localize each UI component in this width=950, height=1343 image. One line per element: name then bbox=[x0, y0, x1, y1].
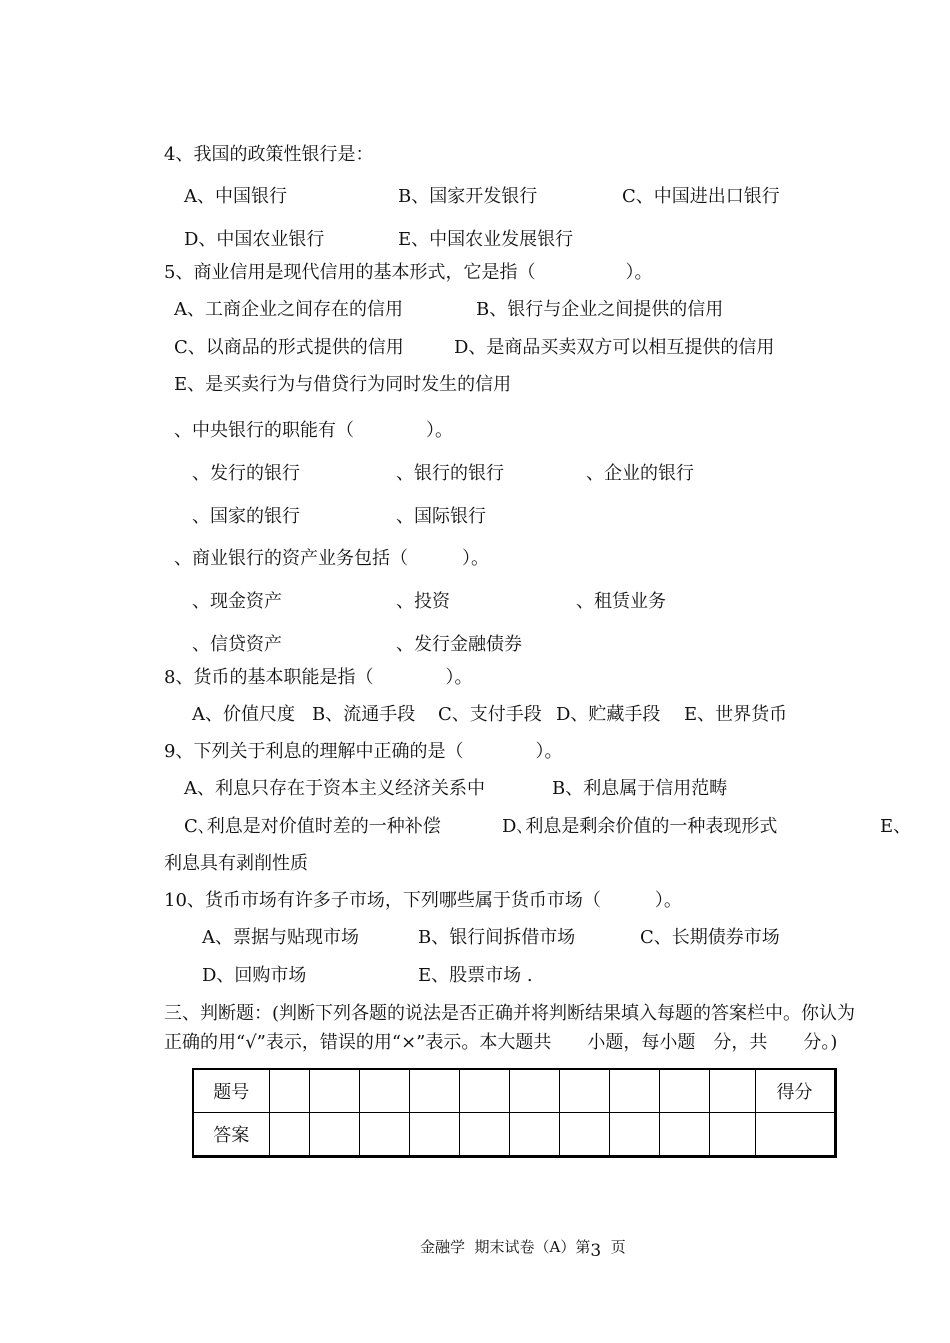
answer-cell[interactable] bbox=[269, 1113, 309, 1157]
q7-option-c: 、租赁业务 bbox=[576, 591, 666, 612]
question-number-cell[interactable] bbox=[459, 1069, 509, 1113]
answer-cell[interactable] bbox=[459, 1113, 509, 1157]
q10-option-a: A、票据与贴现市场 bbox=[202, 927, 359, 948]
q6-stem: 、中央银行的职能有（ ）。 bbox=[174, 420, 453, 441]
q4-option-a: A、中国银行 bbox=[184, 186, 287, 207]
q5-option-e: E、是买卖行为与借贷行为同时发生的信用 bbox=[174, 374, 512, 395]
q8-stem: 8、货币的基本职能是指（ ）。 bbox=[164, 667, 473, 688]
q8-option-d: D、贮藏手段 bbox=[556, 704, 661, 725]
q6-option-e: 、国际银行 bbox=[396, 506, 486, 527]
question-number-cell[interactable] bbox=[509, 1069, 559, 1113]
q7-option-b: 、投资 bbox=[396, 591, 450, 612]
q7-stem: 、商业银行的资产业务包括（ ）。 bbox=[174, 548, 489, 569]
q7-option-a: 、现金资产 bbox=[192, 591, 282, 612]
q4-stem: 4、我国的政策性银行是： bbox=[164, 144, 374, 165]
question-number-cell[interactable] bbox=[609, 1069, 659, 1113]
q8-option-a: A、价值尺度 bbox=[192, 704, 295, 725]
answer-cell[interactable] bbox=[509, 1113, 559, 1157]
page-number: 3 bbox=[590, 1241, 602, 1261]
q4-option-d: D、中国农业银行 bbox=[184, 229, 325, 250]
q8-option-b: B、流通手段 bbox=[312, 704, 416, 725]
question-number-cell[interactable] bbox=[709, 1069, 755, 1113]
answer-cell[interactable] bbox=[409, 1113, 459, 1157]
table-row-question-numbers bbox=[193, 1069, 835, 1113]
q5-option-b: B、银行与企业之间提供的信用 bbox=[476, 299, 724, 320]
q6-option-c: 、企业的银行 bbox=[586, 463, 694, 484]
answer-cell[interactable] bbox=[609, 1113, 659, 1157]
q4-option-b: B、国家开发银行 bbox=[398, 186, 538, 207]
question-number-cell[interactable] bbox=[559, 1069, 609, 1113]
q10-option-b: B、银行间拆借市场 bbox=[418, 927, 576, 948]
q8-option-c: C、支付手段 bbox=[438, 704, 542, 725]
section3-line1: 三、判断题：(判断下列各题的说法是否正确并将判断结果填入每题的答案栏中。你认为 bbox=[164, 1003, 856, 1024]
footer-text: 金融学 期末试卷（A）第 bbox=[420, 1238, 591, 1256]
question-number-label: 题号 bbox=[193, 1069, 269, 1113]
question-number-cell[interactable] bbox=[359, 1069, 409, 1113]
score-cell[interactable] bbox=[755, 1113, 835, 1157]
page-footer bbox=[420, 1236, 626, 1261]
q10-option-c: C、长期债券市场 bbox=[640, 927, 780, 948]
q6-option-b: 、银行的银行 bbox=[396, 463, 504, 484]
q5-option-a: A、工商企业之间存在的信用 bbox=[174, 299, 403, 320]
q4-option-e: E、中国农业发展银行 bbox=[398, 229, 574, 250]
q5-option-c: C、以商品的形式提供的信用 bbox=[174, 337, 404, 358]
q6-option-a: 、发行的银行 bbox=[192, 463, 300, 484]
q5-option-d: D、是商品买卖双方可以相互提供的信用 bbox=[454, 337, 775, 358]
question-number-cell[interactable] bbox=[409, 1069, 459, 1113]
question-number-cell[interactable] bbox=[309, 1069, 359, 1113]
q9-option-e-text: 利息具有剥削性质 bbox=[164, 853, 308, 874]
answer-cell[interactable] bbox=[309, 1113, 359, 1157]
q4-option-c: C、中国进出口银行 bbox=[622, 186, 780, 207]
q7-option-e: 、发行金融债券 bbox=[396, 634, 522, 655]
q6-option-d: 、国家的银行 bbox=[192, 506, 300, 527]
q9-option-c: C､利息是对价值时差的一种补偿 bbox=[184, 816, 441, 837]
answer-cell[interactable] bbox=[359, 1113, 409, 1157]
answer-cell[interactable] bbox=[709, 1113, 755, 1157]
q10-stem: 10、货币市场有许多子市场，下列哪些属于货币市场（ ）。 bbox=[164, 890, 682, 911]
q9-option-e-label: E、 bbox=[880, 816, 912, 837]
answer-cell[interactable] bbox=[559, 1113, 609, 1157]
q9-option-d: D､利息是剩余价值的一种表现形式 bbox=[502, 816, 778, 837]
q8-option-e: E、世界货币 bbox=[684, 704, 788, 725]
q9-stem: 9、下列关于利息的理解中正确的是（ ）。 bbox=[164, 741, 563, 762]
section3-line2: 正确的用“√”表示，错误的用“×”表示。本大题共 小题，每小题 分，共 分。) bbox=[164, 1032, 838, 1053]
q10-option-d: D、回购市场 bbox=[202, 965, 307, 986]
q5-stem: 5、商业信用是现代信用的基本形式，它是指（ ）。 bbox=[164, 262, 653, 283]
table-row-answers bbox=[193, 1113, 835, 1157]
question-number-cell[interactable] bbox=[659, 1069, 709, 1113]
q10-option-e: E、股票市场 . bbox=[418, 965, 533, 986]
footer-suffix: 页 bbox=[601, 1238, 626, 1256]
answer-label: 答案 bbox=[193, 1113, 269, 1157]
answer-cell[interactable] bbox=[659, 1113, 709, 1157]
q7-option-d: 、信贷资产 bbox=[192, 634, 282, 655]
answer-table bbox=[192, 1068, 837, 1158]
q9-option-b: B、利息属于信用范畴 bbox=[552, 778, 728, 799]
q9-option-a: A、利息只存在于资本主义经济关系中 bbox=[184, 778, 485, 799]
score-label: 得分 bbox=[755, 1069, 835, 1113]
question-number-cell[interactable] bbox=[269, 1069, 309, 1113]
